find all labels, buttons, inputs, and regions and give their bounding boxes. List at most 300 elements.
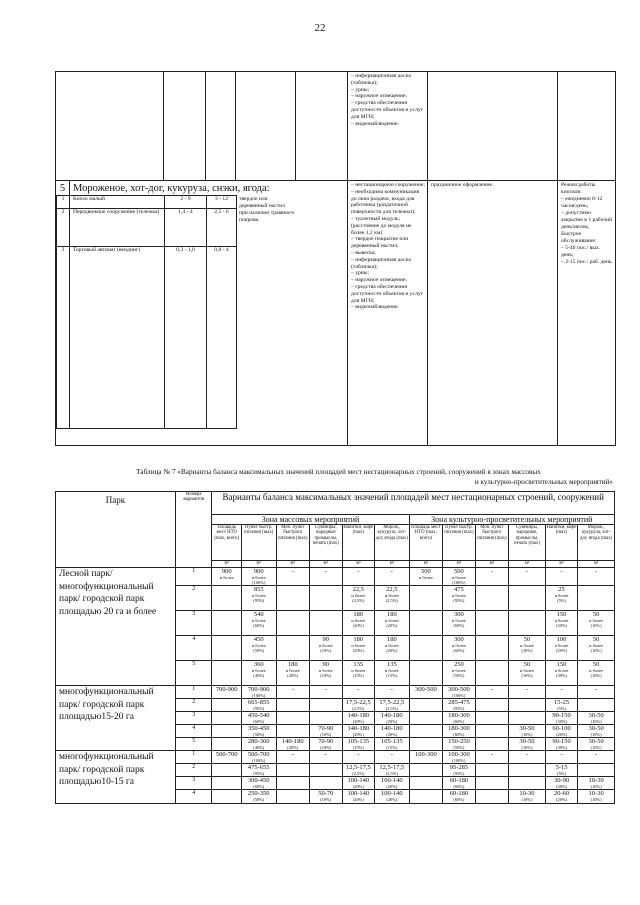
value: - — [490, 686, 493, 693]
value: 475-655 — [247, 764, 270, 771]
value-cell — [212, 764, 241, 777]
value-cell — [342, 712, 375, 725]
value: - — [324, 751, 327, 758]
value-cell — [443, 764, 476, 777]
unit-cell: м² — [475, 561, 509, 568]
variant-number: 4 — [175, 636, 212, 661]
value-cell — [475, 636, 509, 661]
value-cell — [375, 661, 410, 686]
value-cell — [578, 790, 615, 804]
value-note: (5%) — [557, 771, 566, 776]
value-cell — [578, 568, 615, 586]
value-note: (50%) — [253, 648, 265, 653]
value-note: и более — [451, 643, 466, 648]
list-item: – вывеска; — [351, 249, 376, 256]
value-note: (5%) — [557, 706, 566, 711]
value-cell — [578, 636, 615, 661]
value-note: (10%) — [590, 648, 602, 653]
balance-table — [55, 491, 615, 804]
value-cell — [545, 586, 578, 611]
cell-n: 1 — [57, 196, 70, 209]
value-cell — [509, 611, 546, 636]
value-cell — [475, 686, 509, 699]
value-note: (20%) — [352, 623, 364, 628]
value-cell — [578, 699, 615, 712]
value-note: (10%) — [320, 797, 332, 802]
value: - — [560, 751, 563, 758]
value-cell — [375, 751, 410, 764]
value-cell — [475, 738, 509, 751]
value-note: (10%) — [521, 732, 533, 737]
value-cell — [545, 790, 578, 804]
value-cell — [212, 568, 241, 586]
value-note: (100%) — [252, 580, 266, 585]
value-note: (15%) — [352, 745, 364, 750]
value-cell — [212, 661, 241, 686]
cell-n: 2 — [57, 209, 70, 247]
value: - — [525, 568, 529, 575]
value-cell — [212, 611, 241, 636]
value-note: (60%) — [453, 732, 465, 737]
unit-cell: м² — [212, 561, 241, 568]
value: 300-500 — [448, 686, 470, 693]
park-name: многофункциональный парк/ городской парк площадью15-20 га — [56, 686, 176, 751]
value-note: (20%) — [386, 623, 398, 628]
list-item: – видеонаблюдение. — [351, 304, 400, 311]
value-note: (10%) — [320, 648, 332, 653]
value: - — [390, 568, 393, 575]
value-note: (30%) — [556, 745, 568, 750]
design-item: праздничное оформление. — [431, 182, 494, 188]
table-row — [57, 196, 295, 209]
cell-a: 1,4 - 4 — [165, 209, 207, 247]
variant-number: 3 — [175, 712, 212, 725]
value-note: и более — [589, 668, 604, 673]
services-table — [55, 71, 616, 446]
value: 60-100 — [552, 725, 571, 732]
value-note: (50%) — [453, 673, 465, 678]
value: - — [324, 568, 327, 575]
value-note: и более — [451, 668, 466, 673]
value-note: и более — [384, 593, 399, 598]
value-cell — [409, 661, 443, 686]
value-note: и более — [251, 668, 266, 673]
value-note: (20%) — [352, 648, 364, 653]
value-cell — [212, 790, 241, 804]
value-note: (20%) — [556, 648, 568, 653]
zone-mass-events: Зона массовых мероприятий — [212, 515, 409, 525]
list-item: – наружное освещение; — [351, 277, 408, 284]
value: 50 — [592, 661, 600, 668]
value-cell — [509, 568, 546, 586]
value: 50 — [592, 636, 600, 643]
value-cell — [475, 725, 509, 738]
value-note: (10%) — [320, 745, 332, 750]
value-cell — [241, 738, 276, 751]
value-note: и более — [285, 668, 300, 673]
value-note: (60%) — [453, 623, 465, 628]
value-note: (60%) — [453, 719, 465, 724]
value-note: (20%) — [352, 797, 364, 802]
value-note: (95%) — [253, 598, 265, 603]
value-note: (2,5%) — [385, 771, 398, 776]
value: - — [357, 568, 360, 575]
unit-cell: м² — [375, 561, 410, 568]
value: 150-250 — [448, 738, 470, 745]
value-cell — [241, 777, 276, 790]
value: 100-300 — [415, 751, 437, 758]
value: 250 — [454, 661, 464, 668]
value-cell — [276, 686, 310, 699]
value-note: (10%) — [590, 784, 602, 789]
value-note: (60%) — [253, 719, 265, 724]
value: - — [357, 751, 360, 758]
value: 25 — [558, 586, 565, 593]
value-cell — [342, 568, 375, 586]
value-note: (60%) — [453, 784, 465, 789]
value-cell — [409, 790, 443, 804]
value-note: (95%) — [253, 706, 265, 711]
value-note: (20%) — [386, 648, 398, 653]
value-note: (50%) — [453, 745, 465, 750]
variant-number: 5 — [175, 661, 212, 686]
value: - — [324, 686, 327, 693]
row-title: Мороженое, хот-дог, кукуруза, снэки, ягода: — [73, 183, 270, 194]
value-cell — [409, 725, 443, 738]
value-note: и более — [251, 593, 266, 598]
value: 30-50 — [519, 738, 535, 745]
variant-number: 1 — [175, 751, 212, 764]
value: 100-300 — [448, 751, 470, 758]
value-cell — [212, 586, 241, 611]
value: 30-50 — [519, 725, 535, 732]
value-cell — [409, 751, 443, 764]
value: 100 — [556, 636, 567, 643]
value: 300 — [454, 611, 464, 618]
requirements-list — [348, 181, 427, 311]
value-cell — [509, 790, 546, 804]
value: 15-25 — [553, 699, 570, 706]
value: 150 — [556, 611, 567, 618]
value: 665-855 — [247, 699, 270, 706]
value-note: и более — [451, 618, 466, 623]
col-header: Напитки, кофе (max) — [342, 525, 375, 561]
value: 100-140 — [347, 777, 370, 784]
value-cell — [509, 738, 546, 751]
unit-cell: м² — [578, 561, 615, 568]
value-cell — [310, 751, 343, 764]
value-note: (10%) — [590, 673, 602, 678]
variant-number: 2 — [175, 764, 212, 777]
variant-number: 2 — [175, 699, 212, 712]
unit-cell: м² — [276, 561, 310, 568]
value-cell — [578, 764, 615, 777]
value: 350-450 — [247, 725, 270, 732]
value-cell — [545, 764, 578, 777]
value-cell — [409, 636, 443, 661]
value: 30-90 — [553, 777, 570, 784]
value-note: (20%) — [287, 673, 299, 678]
value-cell — [212, 636, 241, 661]
value-note: (100%) — [252, 693, 266, 698]
value-cell — [443, 751, 476, 764]
value: 140-180 — [281, 738, 304, 745]
row-number: 5 — [56, 181, 70, 195]
value-note: (20%) — [556, 732, 568, 737]
col-header-park: Парк — [56, 492, 176, 568]
value-cell — [545, 568, 578, 586]
value-cell — [578, 661, 615, 686]
cell-n: 3 — [57, 247, 70, 429]
value-cell — [475, 586, 509, 611]
value-cell — [375, 764, 410, 777]
value: 540 — [253, 611, 264, 618]
value-cell — [475, 790, 509, 804]
value-cell — [342, 764, 375, 777]
value: 285-475 — [448, 699, 470, 706]
requirements-list — [348, 72, 427, 127]
value-cell — [310, 636, 343, 661]
value-note: (10%) — [590, 745, 602, 750]
value-note: (10%) — [320, 673, 332, 678]
value-note: (60%) — [253, 623, 265, 628]
value-cell — [375, 568, 410, 586]
value-note: и более — [384, 668, 399, 673]
value-cell — [443, 725, 476, 738]
value-cell — [409, 686, 443, 699]
col-header: Пункт быстр. питания (шах) — [241, 525, 276, 561]
value-cell — [409, 738, 443, 751]
value-cell — [212, 699, 241, 712]
value-note: (40%) — [253, 745, 265, 750]
value-cell — [475, 699, 509, 712]
value-note: и более — [251, 643, 266, 648]
value-cell — [241, 586, 276, 611]
variant-number: 3 — [175, 611, 212, 636]
value-note: (100%) — [252, 758, 266, 763]
value-cell — [375, 586, 410, 611]
value-cell — [241, 661, 276, 686]
value-note: и более — [351, 593, 366, 598]
value-cell — [509, 636, 546, 661]
value-cell — [241, 699, 276, 712]
value: 135 — [386, 661, 397, 668]
value-cell — [342, 738, 375, 751]
value: - — [595, 686, 598, 693]
list-item: – информационная доска (табличка); — [351, 73, 411, 86]
value-cell — [443, 777, 476, 790]
col-header: Морож., кукуруза, хот-дог, ягода (max) — [578, 525, 615, 561]
value: 180 — [386, 636, 397, 643]
value-note: (10%) — [521, 797, 533, 802]
value: 280-360 — [247, 738, 270, 745]
value-cell — [342, 611, 375, 636]
value-cell — [375, 712, 410, 725]
value-cell — [545, 712, 578, 725]
value-cell — [342, 790, 375, 804]
value-cell — [409, 699, 443, 712]
value-cell — [310, 712, 343, 725]
col-header: Моб. пункт быстрого питания (max) — [276, 525, 310, 561]
list-item: – урны; — [351, 270, 370, 277]
value-cell — [342, 586, 375, 611]
list-item: – твердое покрытие или деревянный настил; — [351, 236, 409, 250]
page-number: 22 — [314, 22, 326, 34]
unit-cell: м² — [241, 561, 276, 568]
value-cell — [342, 661, 375, 686]
value-note: (10%) — [320, 732, 332, 737]
value-note: и более — [451, 575, 466, 580]
value: 900 — [253, 568, 264, 575]
value: 90-150 — [552, 712, 571, 719]
value-note: и более — [520, 643, 534, 648]
value-cell — [443, 636, 476, 661]
value: 140-180 — [347, 725, 370, 732]
value-cell — [545, 636, 578, 661]
cell-a: 0,3 - 1,0 — [165, 247, 207, 429]
value-cell — [443, 586, 476, 611]
variant-number: 5 — [175, 738, 212, 751]
value-note: и более — [251, 618, 266, 623]
value-note: (40%) — [253, 673, 265, 678]
value-note: (10%) — [590, 719, 602, 724]
value: 100-140 — [347, 790, 370, 797]
list-item: – наружное освещение; — [351, 93, 408, 100]
value-cell — [276, 712, 310, 725]
table-row-5 — [56, 181, 616, 446]
list-item: – ежедневно 8-12 часов/день; — [561, 196, 603, 209]
value-cell — [342, 725, 375, 738]
value: - — [490, 751, 493, 758]
value: 70-90 — [318, 725, 334, 732]
unit-cell: м² — [509, 561, 546, 568]
value-note: (95%) — [253, 771, 265, 776]
table-row — [56, 686, 615, 699]
value-note: и более — [554, 643, 569, 648]
value: 10-30 — [519, 790, 535, 797]
value: - — [525, 751, 529, 758]
value: 50 — [523, 636, 531, 643]
value: 95-285 — [449, 764, 469, 771]
variant-number: 4 — [175, 725, 212, 738]
list-item: – нестационарное сооружение; — [351, 182, 425, 188]
col-header: Сувениры, народные, промыслы, печать (max) — [509, 525, 546, 561]
value: 10-30 — [588, 790, 604, 797]
value-note: и более — [520, 668, 534, 673]
value: - — [560, 686, 563, 693]
table-row — [56, 72, 616, 181]
value: 105-135 — [347, 738, 370, 745]
value-note: (20%) — [287, 745, 299, 750]
value-note: и более — [351, 668, 366, 673]
value: 140-180 — [381, 725, 403, 732]
value-cell — [509, 712, 546, 725]
park-name: многофункциональный парк/ городской парк площадью10-15 га — [56, 751, 176, 804]
value-note: (30%) — [556, 623, 568, 628]
value-note: (20%) — [352, 719, 364, 724]
value: 180-300 — [448, 725, 470, 732]
variant-number: 1 — [175, 568, 212, 586]
list-item: – 5-40 пос./ вых. день; — [561, 245, 601, 258]
value-cell — [409, 712, 443, 725]
value-cell — [212, 738, 241, 751]
value-note: (60%) — [253, 784, 265, 789]
value-cell — [310, 725, 343, 738]
value-cell — [545, 661, 578, 686]
variant-number: 2 — [175, 586, 212, 611]
value-cell — [578, 738, 615, 751]
value-cell — [509, 586, 546, 611]
unit-cell: м² — [545, 561, 578, 568]
value-cell — [375, 699, 410, 712]
value: 450-540 — [247, 712, 270, 719]
value-cell — [310, 586, 343, 611]
value: 60-180 — [449, 790, 469, 797]
list-item: – средства обеспечения доступности объектов и услуг для МГН; — [351, 100, 423, 120]
value-cell — [310, 790, 343, 804]
value-cell — [212, 686, 241, 699]
value: 90 — [322, 636, 330, 643]
value-note: (20%) — [386, 797, 398, 802]
value-note: и более — [219, 575, 234, 580]
value-cell — [443, 712, 476, 725]
value: - — [291, 751, 294, 758]
value: 500-700 — [247, 751, 270, 758]
value-cell — [443, 790, 476, 804]
value-cell — [509, 686, 546, 699]
value-cell — [578, 777, 615, 790]
working-mode-list — [558, 181, 615, 266]
value-note: и более — [318, 668, 333, 673]
value-note: (20%) — [386, 784, 398, 789]
value: 150 — [556, 661, 567, 668]
value-cell — [276, 611, 310, 636]
value-cell — [276, 661, 310, 686]
value-cell — [375, 636, 410, 661]
list-item: – допустимо закрытие в 1 рабочий день/месяц. — [561, 210, 613, 230]
value-cell — [578, 686, 615, 699]
value: - — [390, 686, 393, 693]
value-note: (10%) — [521, 673, 533, 678]
value-cell — [276, 586, 310, 611]
value-cell — [509, 751, 546, 764]
surface-note: твердое или деревянный настил при наличии травяного покрова. — [239, 195, 295, 223]
value-note: (10%) — [521, 745, 533, 750]
value: 30-50 — [588, 712, 604, 719]
design-list — [428, 181, 557, 189]
value-note: (15%) — [386, 673, 398, 678]
value-cell — [545, 751, 578, 764]
value: 900 — [221, 568, 232, 575]
value: 250-350 — [247, 790, 270, 797]
value-note: (2,5%) — [385, 706, 398, 711]
value-cell — [443, 661, 476, 686]
kiosk-subtable — [56, 195, 295, 429]
value: 60-180 — [449, 777, 469, 784]
value: 140-180 — [347, 712, 370, 719]
col-header: Напитки, кофе (max) — [545, 525, 578, 561]
unit-cell: м² — [409, 561, 443, 568]
value-note: (95%) — [453, 771, 465, 776]
value-cell — [310, 611, 343, 636]
value: 50 — [592, 611, 600, 618]
value: 500 — [454, 568, 464, 575]
value-cell — [241, 712, 276, 725]
value-cell — [578, 586, 615, 611]
value: 30-50 — [588, 738, 604, 745]
value-cell — [409, 586, 443, 611]
list-item: – туалетный модуль; (расстояние до модуля не более 1,2 км) — [351, 215, 412, 236]
